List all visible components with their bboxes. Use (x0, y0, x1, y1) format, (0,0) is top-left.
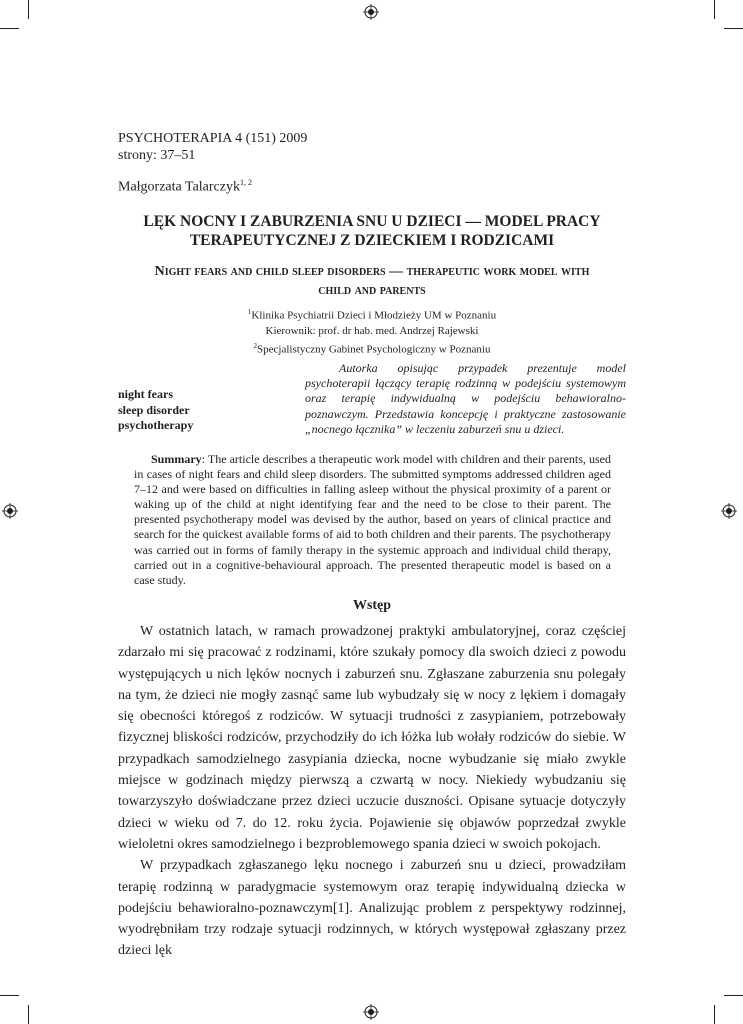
keyword: psychotherapy (118, 418, 194, 432)
section-heading: Wstęp (352, 598, 392, 613)
crop-mark-top-right-v (714, 0, 715, 19)
affiliation-text: Klinika Psychiatrii Dzieci i Młodzieży UM w Poznaniu (251, 309, 497, 322)
keywords (118, 387, 193, 434)
article-title-polish (118, 212, 626, 250)
title-pl-line1: LĘK NOCNY I ZABURZENIA SNU U DZIECI — MODEL PRACY (143, 213, 601, 230)
registration-mark-icon (721, 503, 737, 519)
title-en-line1: Night fears and child sleep disorders — therapeutic work model with (154, 264, 590, 279)
summary-label: Summary (151, 452, 202, 466)
abstract-polish: Autorka opisując przypadek prezentuje model psychoterapii łączący terapię rodzinną w podejściu systemowym oraz terapię indywidualną w podejściu behawioralno-poznawczym. Przedstawia koncepcję i praktyczne zastosowanie „nocnego łącznika” w leczeniu zaburzeń snu u dzieci. (305, 361, 626, 436)
registration-mark-icon (2, 503, 18, 519)
journal-header (118, 130, 307, 164)
crop-mark-bottom-left-h (0, 995, 19, 996)
author-line (118, 178, 252, 196)
crop-mark-top-left-h (0, 28, 19, 29)
keyword: sleep disorder (118, 402, 190, 417)
body-text (118, 621, 626, 962)
affiliation-2 (118, 339, 626, 358)
affiliations (118, 305, 626, 357)
crop-mark-top-right-h (724, 28, 743, 29)
registration-mark-icon (363, 4, 379, 20)
paragraph: W przypadkach zgłaszanego lęku nocnego i zaburzeń snu u dzieci, prowadziłam terapię rodzinną w paradygmacie systemowym oraz terapię indywidualną dziecka w podejściu behawioralno-poznawczym[1]. Analizując problem z perspektywy rodzinnej, wyodrębniłam trzy rodzaje sytuacji rodzinnych, w których występował zgłaszany przez dzieci lęk (118, 858, 626, 959)
affiliation-text: Specjalistyczny Gabinet Psychologiczny w Poznaniu (257, 343, 491, 356)
journal-pages: strony: 37–51 (118, 148, 196, 163)
affiliation-text: Kierownik: prof. dr hab. med. Andrzej Rajewski (265, 324, 479, 337)
crop-mark-bottom-left-v (28, 1005, 29, 1024)
article-title-english (118, 262, 626, 300)
affiliation-mark: 1 (247, 308, 252, 316)
paragraph: W ostatnich latach, w ramach prowadzonej praktyki ambulatoryjnej, coraz częściej zdarzało mi się pracować z rodzinami, które szukały pomocy dla swoich dzieci z powodu występujących u nich lęków nocnych i zaburzeń snu. Zgłaszane zaburzenia snu polegały na tym, że dzieci nie mogły zasnąć same lub wybudzały się w nocy z lękiem i domagały się obecności któregoś z rodziców. W sytuacji trudności z zasypianiem, potrzebowały fizycznej bliskości rodziców, przychodziły do ich łóżka lub wołały rodziców do siebie. W przypadkach samodzielnego zasypiania dziecka, nocne wybudzanie się miało zwykle miejsce w godzinach między pierwszą a czwartą w nocy. Niekiedy wybudzaniu się towarzyszyło doświadczane przez dzieci uczucie duszności. Opisane sytuacje dotyczyły dzieci w wieku od 7. do 12. roku życia. Pojawienie się objawów poprzedzał zwykle wieloletni okres samodzielnego i bezproblemowego spania dzieci w swoich pokojach. (118, 624, 626, 852)
crop-mark-bottom-right-v (714, 1005, 715, 1024)
journal-issue: PSYCHOTERAPIA 4 (151) 2009 (118, 131, 308, 146)
keyword: night fears (118, 387, 173, 401)
registration-mark-icon (363, 1004, 379, 1020)
affiliation-mark: 2 (253, 341, 258, 350)
affiliation-head (118, 324, 626, 339)
affiliation-1 (118, 305, 626, 324)
summary-english (134, 452, 611, 588)
author-affil-marks: 1, 2 (239, 178, 252, 187)
summary-text: : The article describes a therapeutic work model with children and their parents, used in cases of night fears and child sleep disorders. The submitted symptoms addressed children aged 7–12 and were based on difficulties in falling asleep without the physical proximity of a parent or waking up of the child at night identifying fear and the need to be close to their parent. The presented psychotherapy model was devised by the author, based on years of clinical practice and search for the quickest available forms of aid to both children and their parents. The psychotherapy was carried out in forms of family therapy in the systemic approach and individual child therapy, carried out in a cognitive-behavioural approach. The presented therapeutic model is based on a case study. (134, 452, 611, 587)
title-pl-line2: TERAPEUTYCZNEJ Z DZIECKIEM I RODZICAMI (189, 232, 555, 249)
crop-mark-top-left-v (28, 0, 29, 19)
title-en-line2: child and parents (318, 283, 426, 298)
author-name: Małgorzata Talarczyk (118, 179, 240, 195)
crop-mark-bottom-right-h (724, 995, 743, 996)
